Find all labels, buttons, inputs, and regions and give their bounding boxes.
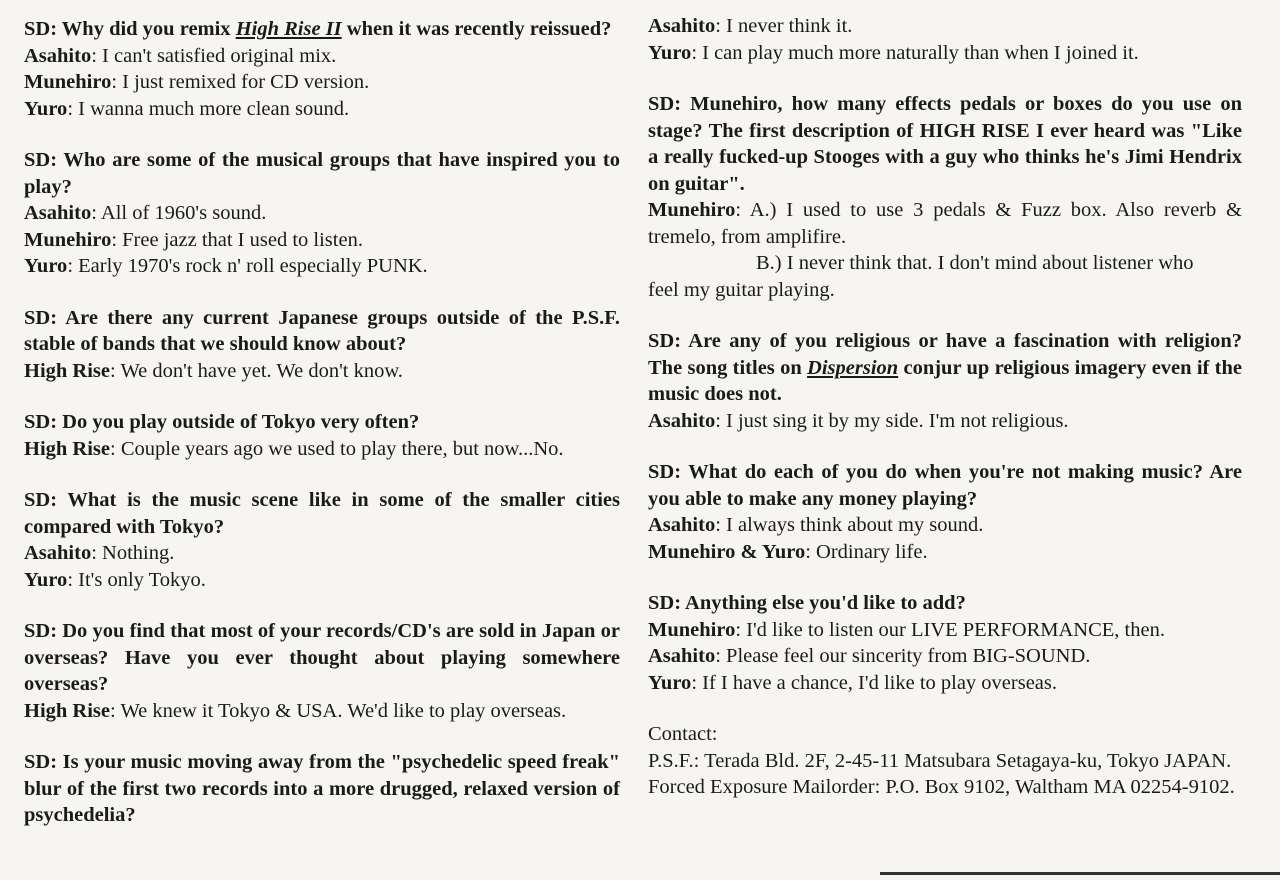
speaker-name: Yuro bbox=[648, 671, 692, 694]
text-fragment: : A.) I used to use 3 pedals & Fuzz box. Also reverb & tremelo, from amplifire. bbox=[648, 199, 1242, 248]
qa-block-psychedelic bbox=[24, 749, 620, 829]
qa-block-influences bbox=[24, 147, 620, 280]
answer bbox=[648, 40, 1242, 67]
answer bbox=[24, 540, 620, 567]
answer bbox=[24, 96, 620, 123]
question: SD: What do each of you do when you're not making music? Are you able to make any money playing? bbox=[648, 461, 1242, 510]
text-fragment: : Early 1970's rock n' roll especially PUNK. bbox=[67, 255, 428, 277]
question: SD: Is your music moving away from the "psychedelic speed freak" blur of the first two records into a more drugged, relaxed version of psychedelia? bbox=[24, 751, 620, 826]
qa-block-records-sold bbox=[24, 618, 620, 724]
answer bbox=[648, 512, 1242, 539]
answer bbox=[24, 43, 620, 70]
answer bbox=[648, 643, 1242, 670]
speaker-name: Yuro bbox=[24, 255, 68, 277]
speaker-name: Asahito bbox=[648, 409, 716, 432]
question: SD: Munehiro, how many effects pedals or boxes do you use on stage? The first description of HIGH RISE I ever heard was "Like a really fucked-up Stooges with a guy who thinks he's Jimi Hendrix on guitar". bbox=[648, 93, 1242, 195]
qa-block-pedals bbox=[648, 91, 1242, 303]
speaker-name: Munehiro bbox=[24, 228, 112, 251]
text-fragment: : I just remixed for CD version. bbox=[111, 71, 370, 93]
left-column bbox=[24, 16, 620, 854]
answer bbox=[648, 617, 1242, 644]
speaker-name: Asahito bbox=[24, 202, 92, 224]
speaker-name: Asahito bbox=[648, 514, 716, 536]
text-fragment: SD: Are any of you religious or have a fascination with religion? The song titles on bbox=[648, 330, 1242, 379]
answer bbox=[24, 227, 620, 254]
qa-block-continued bbox=[648, 13, 1242, 66]
text-fragment: : I can't satisfied original mix. bbox=[91, 44, 337, 67]
qa-block-remix bbox=[24, 16, 620, 122]
answer-b: B.) I never think that. I don't mind about listener who bbox=[756, 252, 1194, 274]
qa-block-outside-tokyo bbox=[24, 409, 620, 462]
answer bbox=[648, 670, 1242, 697]
contact-block bbox=[648, 721, 1242, 801]
question: SD: Do you play outside of Tokyo very often? bbox=[24, 411, 420, 433]
speaker-name: Yuro bbox=[648, 41, 692, 64]
answer bbox=[648, 408, 1242, 435]
text-fragment: : I wanna much more clean sound. bbox=[67, 97, 350, 120]
contact-forced-exposure: Forced Exposure Mailorder: P.O. Box 9102, Waltham MA 02254-9102. bbox=[648, 776, 1235, 798]
footer-rule bbox=[880, 872, 1280, 875]
text-fragment: : Couple years ago we used to play there, but now...No. bbox=[110, 437, 564, 460]
answer bbox=[24, 698, 620, 725]
answer-b-cont: feel my guitar playing. bbox=[648, 278, 835, 301]
qa-block-japanese-groups bbox=[24, 305, 620, 385]
answer bbox=[24, 358, 620, 385]
contact-psf: P.S.F.: Terada Bld. 2F, 2-45-11 Matsubara Setagaya-ku, Tokyo JAPAN. bbox=[648, 749, 1232, 772]
text-fragment: : I always think about my sound. bbox=[715, 514, 984, 536]
question: SD: Who are some of the musical groups that have inspired you to play? bbox=[24, 149, 620, 198]
answer bbox=[648, 13, 1242, 40]
speaker-name: Asahito bbox=[24, 44, 92, 67]
text-fragment: : It's only Tokyo. bbox=[67, 568, 206, 591]
text-fragment: : I can play much more naturally than when I joined it. bbox=[691, 41, 1139, 64]
text-fragment: : We knew it Tokyo & USA. We'd like to play overseas. bbox=[110, 699, 567, 722]
text-fragment: : I never think it. bbox=[715, 15, 853, 37]
text-fragment: : I'd like to listen our LIVE PERFORMANCE, then. bbox=[735, 618, 1165, 641]
answer bbox=[24, 567, 620, 594]
question: SD: Are there any current Japanese groups outside of the P.S.F. stable of bands that we should know about? bbox=[24, 306, 620, 355]
contact-heading: Contact: bbox=[648, 723, 718, 745]
answer bbox=[24, 200, 620, 227]
qa-block-music-scene bbox=[24, 487, 620, 593]
question bbox=[24, 16, 620, 43]
question bbox=[648, 328, 1242, 408]
qa-block-add bbox=[648, 590, 1242, 696]
qa-block-work bbox=[648, 459, 1242, 565]
qa-block-religion bbox=[648, 328, 1242, 434]
speaker-name: Munehiro bbox=[648, 199, 736, 221]
text-fragment: : Free jazz that I used to listen. bbox=[111, 228, 363, 251]
text-fragment: : Ordinary life. bbox=[805, 540, 928, 563]
speaker-name: Yuro bbox=[24, 568, 68, 591]
text-fragment: : Please feel our sincerity from BIG-SOUND. bbox=[715, 645, 1091, 667]
question: SD: What is the music scene like in some of the smaller cities compared with Tokyo? bbox=[24, 489, 620, 538]
speaker-name: High Rise bbox=[24, 699, 110, 722]
answer bbox=[24, 436, 620, 463]
right-column bbox=[648, 13, 1242, 801]
text-fragment: : Nothing. bbox=[91, 542, 175, 564]
question: SD: Do you find that most of your records/CD's are sold in Japan or overseas? Have you ever thought about playing somewhere overseas? bbox=[24, 620, 620, 695]
speaker-name: Asahito bbox=[648, 15, 716, 37]
text-fragment: SD: Why did you remix bbox=[24, 18, 236, 40]
speaker-name: High Rise bbox=[24, 437, 110, 460]
answer bbox=[24, 69, 620, 96]
speaker-name: Asahito bbox=[24, 542, 92, 564]
text-fragment: : All of 1960's sound. bbox=[91, 202, 267, 224]
text-fragment: conjur up religious imagery even if the music does not. bbox=[648, 356, 1242, 405]
text-fragment: : We don't have yet. We don't know. bbox=[110, 359, 403, 382]
album-title: High Rise II bbox=[235, 18, 342, 40]
answer bbox=[648, 539, 1242, 566]
album-title: Dispersion bbox=[807, 356, 899, 379]
answer bbox=[24, 253, 620, 280]
speaker-name: Munehiro bbox=[648, 618, 736, 641]
speaker-name: Munehiro & Yuro bbox=[648, 540, 806, 563]
text-fragment: : If I have a chance, I'd like to play overseas. bbox=[691, 671, 1058, 694]
speaker-name: Asahito bbox=[648, 645, 716, 667]
text-fragment: : I just sing it by my side. I'm not religious. bbox=[715, 409, 1069, 432]
speaker-name: Yuro bbox=[24, 97, 68, 120]
text-fragment: when it was recently reissued? bbox=[341, 18, 612, 40]
answer bbox=[648, 197, 1242, 250]
question: SD: Anything else you'd like to add? bbox=[648, 592, 966, 614]
speaker-name: High Rise bbox=[24, 359, 110, 382]
speaker-name: Munehiro bbox=[24, 71, 112, 93]
